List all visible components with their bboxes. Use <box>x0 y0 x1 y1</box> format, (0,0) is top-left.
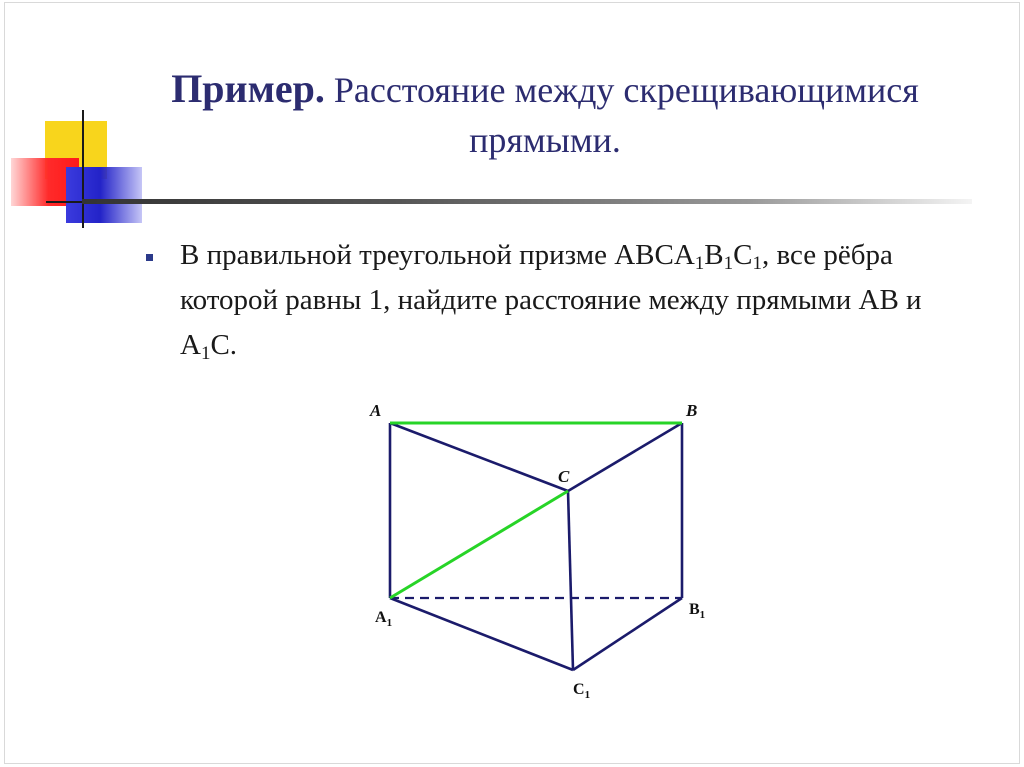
edge-A-C <box>390 423 568 491</box>
task-text-5: C. <box>210 329 238 361</box>
task-text-1: В правильной треугольной призме ABCA <box>180 239 695 271</box>
title-example-word: Пример. <box>171 66 325 111</box>
task-text-4: , все рёбра которой равны 1, найдите расстояние между прямыми AB и A <box>180 239 922 361</box>
label-C1: $C_1$ <box>573 681 591 701</box>
label-A1: $A_1$ <box>375 609 393 629</box>
title-topic: Расстояние между скрещивающимися прямыми. <box>324 70 919 160</box>
line-A1C <box>390 491 568 598</box>
prism-edges <box>390 423 682 670</box>
task-text-3: C <box>733 239 753 271</box>
edge-A1-C1 <box>390 598 573 670</box>
label-B: B <box>686 401 698 420</box>
edge-C-C1 <box>568 491 573 670</box>
task-sub-4: 1 <box>200 343 211 364</box>
label-A: A <box>370 401 382 420</box>
task-sub-1: 1 <box>694 253 705 274</box>
label-B1: $B_1$ <box>689 601 706 621</box>
task-sub-2: 1 <box>723 253 734 274</box>
label-C: C <box>558 467 570 486</box>
edge-C-B <box>568 423 682 491</box>
edge-C1-B1 <box>573 598 682 670</box>
task-text-2: B <box>704 239 724 271</box>
task-sub-3: 1 <box>752 253 762 274</box>
